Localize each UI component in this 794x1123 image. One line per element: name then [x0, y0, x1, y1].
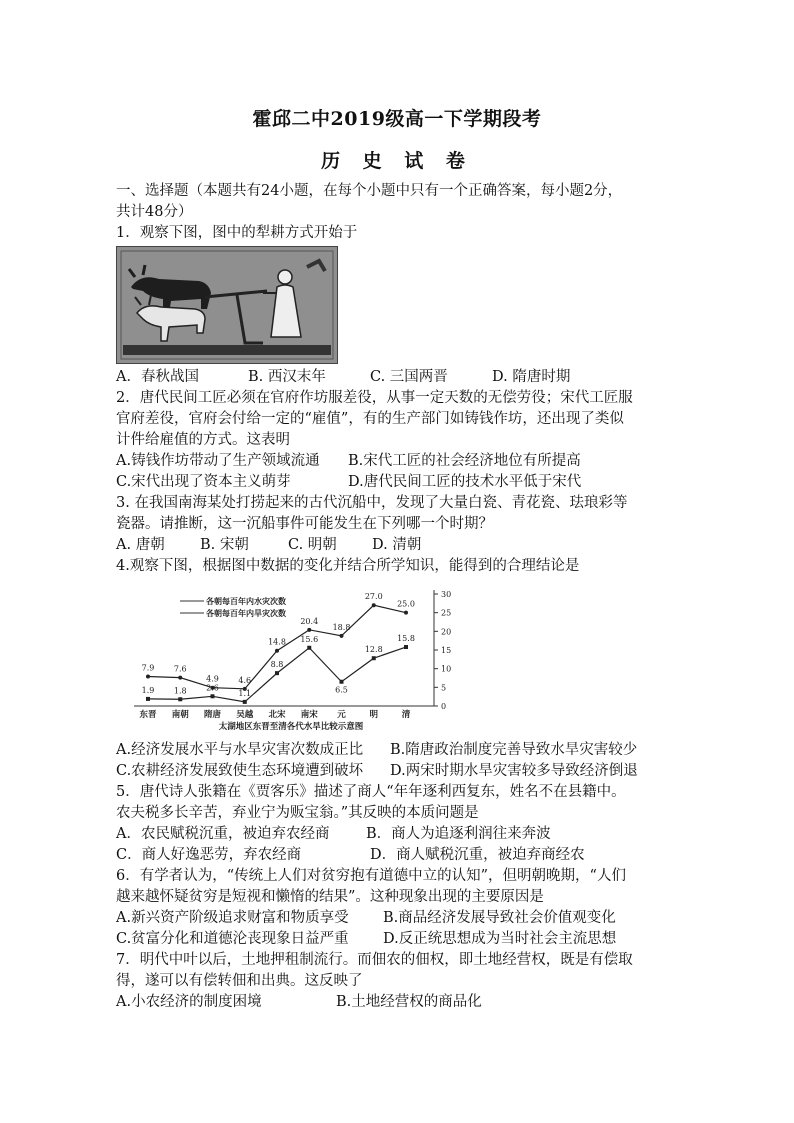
x-tick-label: 南宋 [300, 710, 318, 720]
y-tick-label: 25 [441, 608, 452, 618]
data-label-flood: 7.6 [173, 664, 187, 674]
q1-option-a[interactable]: A．春秋战国 [116, 369, 199, 385]
q5-options-row-2 [116, 845, 585, 865]
data-label-drought: 15.8 [397, 634, 415, 644]
data-point-drought [340, 680, 344, 684]
legend-flood-label: 各朝每百年内水灾次数 [206, 596, 286, 606]
q6-option-a[interactable]: A.新兴资产阶级追求财富和物质享受 [116, 910, 349, 926]
q7-stem-line-1: 7．明代中叶以后，土地押租制流行。而佃农的佃权，即土地经营权，既是有偿取 [116, 952, 633, 968]
data-label-flood: 18.8 [332, 622, 351, 632]
q6-option-d[interactable]: D.反正统思想成为当时社会主流思想 [383, 931, 617, 947]
section-instructions-line-1: 一、选择题（本题共有24小题，在每个小题中只有一个正确答案，每小题2分， [116, 183, 623, 199]
data-point-drought [275, 671, 279, 675]
data-label-flood: 20.4 [300, 616, 319, 626]
q5-option-d[interactable]: D．商人赋税沉重，被迫弃商经农 [370, 847, 585, 863]
exam-subtitle: 历 史 试 卷 [321, 150, 473, 172]
data-label-flood: 7.9 [141, 663, 155, 673]
q7-option-b[interactable]: B.土地经营权的商品化 [336, 994, 482, 1010]
q3-option-b[interactable]: B. 宋朝 [200, 537, 249, 553]
data-point-drought [178, 697, 182, 701]
q1-option-c[interactable]: C. 三国两晋 [370, 369, 448, 385]
q2-option-c[interactable]: C.宋代出现了资本主义萌芽 [116, 474, 291, 490]
q1-stem: 1．观察下图，图中的犁耕方式开始于 [116, 225, 358, 241]
data-point-flood [178, 676, 182, 680]
q2-stem-line-2: 官府差役，官府会付给一定的“雇值”，有的生产部门如铸钱作坊，还出现了类似 [116, 411, 624, 427]
chart-legend [180, 596, 286, 618]
data-label-drought: 12.8 [364, 645, 383, 655]
q2-stem-line-1: 2．唐代民间工匠必须在官府作坊服差役，从事一定天数的无偿劳役；宋代工匠服 [116, 390, 633, 406]
x-tick-label: 东晋 [139, 710, 157, 720]
x-tick-label: 隋唐 [203, 710, 222, 720]
data-point-drought [404, 645, 408, 649]
q2-stem-line-3: 计件给雇值的方式。这表明 [116, 432, 290, 448]
q6-options-row-1 [116, 908, 616, 928]
data-label-flood: 4.9 [206, 674, 219, 684]
q5-option-c[interactable]: C．商人好逸恶劳，弃农经商 [116, 847, 302, 863]
x-tick-label: 清 [401, 710, 411, 720]
data-point-flood [307, 628, 311, 632]
q7-option-a[interactable]: A.小农经济的制度困境 [116, 994, 262, 1010]
q3-option-a[interactable]: A. 唐朝 [116, 537, 165, 553]
q5-options-row-1 [116, 824, 551, 844]
q5-option-a[interactable]: A．农民赋税沉重，被迫弃农经商 [116, 826, 330, 842]
legend-drought-label: 各朝每百年内旱灾次数 [206, 608, 286, 618]
q4-stem: 4.观察下图，根据图中数据的变化并结合所学知识，能得到的合理结论是 [116, 558, 580, 574]
section-instructions-line-2: 共计48分） [116, 204, 193, 220]
q6-option-c[interactable]: C.贫富分化和道德沦丧现象日益严重 [116, 931, 349, 947]
chart-plot-area [134, 590, 451, 720]
q7-stem-line-2: 得，遂可以有偿转佃和出典。这反映了 [116, 973, 363, 989]
disaster-chart-svg [116, 580, 466, 732]
q2-options-row-1 [116, 451, 581, 471]
q3-option-d[interactable]: D. 清朝 [372, 537, 422, 553]
data-point-flood [372, 603, 376, 607]
q3-stem-line-1: 3. 在我国南海某处打捞起来的古代沉船中，发现了大量白瓷、青花瓷、珐琅彩等 [116, 495, 628, 511]
q5-stem-line-2: 农夫税多长辛苦，弃业宁为贩宝翁。”其反映的本质问题是 [116, 805, 479, 821]
q2-options-row-2 [116, 472, 581, 492]
q2-option-a[interactable]: A.铸钱作坊带动了生产领域流通 [116, 453, 320, 469]
q2-option-d[interactable]: D.唐代民间工匠的技术水平低于宋代 [348, 474, 582, 490]
x-tick-label: 北宋 [268, 710, 286, 720]
data-label-drought: 1.8 [173, 686, 187, 696]
data-label-drought: 1.9 [141, 685, 155, 695]
data-point-flood [275, 649, 279, 653]
y-tick-label: 10 [441, 664, 452, 674]
data-label-flood: 25.0 [397, 599, 415, 609]
q3-options [116, 535, 421, 555]
q2-option-b[interactable]: B.宋代工匠的社会经济地位有所提高 [348, 453, 581, 469]
x-tick-label: 明 [369, 710, 379, 720]
x-tick-label: 元 [337, 710, 346, 720]
q4-option-c[interactable]: C.农耕经济发展致使生态环境遭到破坏 [116, 763, 364, 779]
data-point-drought [243, 700, 247, 704]
q1-option-d[interactable]: D. 隋唐时期 [492, 369, 571, 385]
y-tick-label: 30 [441, 590, 452, 599]
data-point-drought [146, 697, 150, 701]
q4-option-a[interactable]: A.经济发展水平与水旱灾害次数成正比 [116, 742, 364, 758]
q6-option-b[interactable]: B.商品经济发展导致社会价值观变化 [383, 910, 616, 926]
q4-option-d[interactable]: D.两宋时期水旱灾害较多导致经济倒退 [390, 763, 638, 779]
q1-option-b[interactable]: B. 西汉末年 [248, 369, 326, 385]
data-point-drought [211, 694, 215, 698]
data-label-drought: 6.5 [335, 685, 348, 695]
data-label-flood: 27.0 [364, 592, 383, 602]
q4-option-b[interactable]: B.隋唐政治制度完善导致水旱灾害较少 [390, 742, 638, 758]
data-label-drought: 1.1 [238, 688, 252, 698]
y-tick-label: 20 [441, 627, 452, 637]
x-tick-label: 吴越 [236, 710, 254, 720]
data-point-drought [307, 646, 311, 650]
chart-caption: 太湖地区东晋至清各代水旱比较示意图 [218, 722, 364, 732]
data-label-flood: 4.6 [238, 675, 252, 685]
q4-options-row-1 [116, 740, 637, 760]
q3-option-c[interactable]: C. 明朝 [288, 537, 337, 553]
data-point-flood [340, 634, 344, 638]
exam-title: 霍邱二中2019级高一下学期段考 [252, 108, 542, 130]
data-label-drought: 2.6 [206, 683, 219, 693]
data-label-drought: 15.6 [300, 634, 319, 644]
q1-options [116, 367, 570, 387]
q7-options-row-1 [116, 992, 482, 1012]
q4-options-row-2 [116, 761, 638, 781]
plowing-illustration [117, 247, 337, 363]
data-point-drought [372, 656, 376, 660]
plowing-figure [116, 246, 338, 364]
data-point-flood [404, 611, 408, 615]
q6-options-row-2 [116, 929, 616, 949]
data-point-flood [146, 675, 150, 679]
x-tick-label: 南朝 [171, 710, 189, 720]
q3-stem-line-2: 瓷器。请推断，这一沉船事件可能发生在下列哪一个时期？ [116, 516, 493, 532]
q5-stem-line-1: 5．唐代诗人张籍在《贾客乐》描述了商人“年年逐利西复东，姓名不在县籍中。 [116, 784, 626, 800]
q6-stem-line-2: 越来越怀疑贫穷是短视和懒惰的结果”。这种现象出现的主要原因是 [116, 889, 544, 905]
q5-option-b[interactable]: B．商人为追逐利润往来奔波 [366, 826, 551, 842]
y-tick-label: 0 [441, 702, 447, 711]
data-label-drought: 8.8 [270, 660, 284, 670]
data-label-flood: 14.8 [268, 637, 286, 647]
disaster-chart [116, 580, 466, 732]
q6-stem-line-1: 6．有学者认为，“传统上人们对贫穷抱有道德中立的认知”，但明朝晚期，“人们 [116, 868, 626, 884]
y-tick-label: 5 [441, 683, 447, 693]
y-tick-label: 15 [441, 646, 452, 655]
